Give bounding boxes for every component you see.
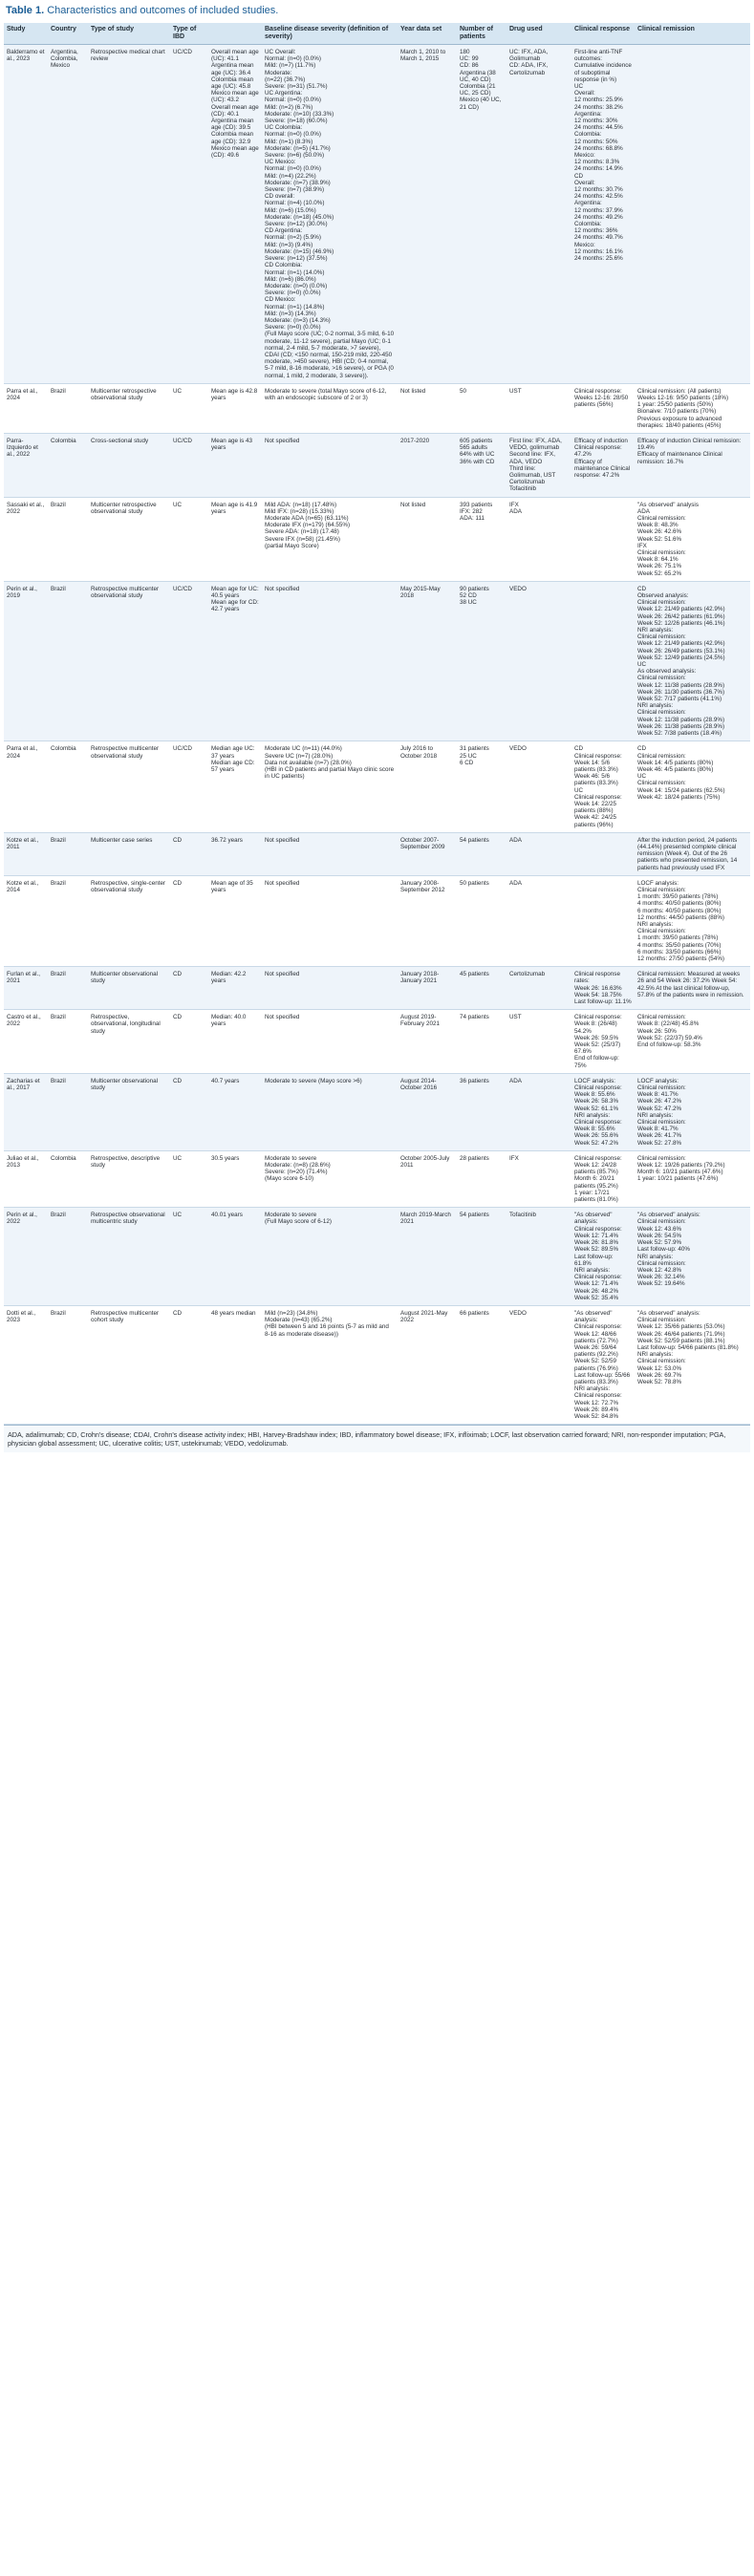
cell-remission: LOCF analysis: Clinical remission: 1 month: 39/50 patients (78%) 4 months: 40/50 patients (80%) 6 months: 40/50 patients (80%) 12 months: 44/50 patients (88%) NRI analysis: Clinical remission: 1 month: 39/50 patients (78%) 4 months: 35/50 patients (70%) 6 months: 33/50 patients (66%) 12 months: 27/50 patients (54%) [635,875,750,966]
cell-ibd: UC [170,1150,208,1207]
cell-study: Balderramo et al., 2023 [4,45,48,384]
cell-drug: UST [506,1010,571,1074]
cell-type: Retrospective multicenter observational study [88,581,170,741]
cell-drug: Tofacitinib [506,1208,571,1306]
cell-remission: "As observed" analysis: Clinical remission: Week 12: 43.6% Week 26: 54.5% Week 52: 57.9% Last follow-up: 40% NRI analysis: Clinical remission: Week 12: 42.8% Week 26: 32.14% Week 52: 19.64% [635,1208,750,1306]
cell-country: Argentina, Colombia, Mexico [48,45,88,384]
table-row [4,1010,750,1074]
cell-response: Clinical response: Weeks 12-16: 28/50 patients (56%) [571,383,635,433]
cell-study: Zacharias et al., 2017 [4,1073,48,1150]
cell-n: 31 patients 25 UC 6 CD [457,741,506,832]
cell-type: Multicenter retrospective observational study [88,383,170,433]
cell-year: May 2015-May 2018 [398,581,457,741]
cell-severity: Moderate to severe (Full Mayo score of 6-12) [262,1208,398,1306]
col-header-remission: Clinical remission [635,23,750,45]
cell-severity: Not specified [262,967,398,1010]
cell-study: Parra et al., 2024 [4,383,48,433]
cell-year: October 2007-September 2009 [398,832,457,875]
cell-country: Brazil [48,832,88,875]
cell-year: January 2018-January 2021 [398,967,457,1010]
col-header-country: Country [48,23,88,45]
cell-age: Median: 40.0 years [208,1010,262,1074]
cell-n: 50 [457,383,506,433]
cell-n: 74 patients [457,1010,506,1074]
cell-severity: Moderate to severe Moderate: (n=8) (28.6%) Severe: (n=20) (71.4%) (Mayo score 6-10) [262,1150,398,1207]
col-header-study: Study [4,23,48,45]
cell-age: 36.72 years [208,832,262,875]
cell-study: Dotti et al., 2023 [4,1305,48,1424]
cell-study: Furlan et al., 2021 [4,967,48,1010]
col-header-drug: Drug used [506,23,571,45]
cell-remission: Clinical remission: (All patients) Weeks 12-16: 9/50 patients (18%) 1 year: 25/50 patients (50%) Bionaive: 7/10 patients (70%) Previous exposure to advanced therapies: 18/40 patients (45%) [635,383,750,433]
cell-severity: Not specified [262,581,398,741]
cell-severity: Moderate to severe (Mayo score >6) [262,1073,398,1150]
cell-ibd: CD [170,967,208,1010]
cell-n: 66 patients [457,1305,506,1424]
cell-ibd: CD [170,1305,208,1424]
cell-response [571,832,635,875]
cell-n: 54 patients [457,832,506,875]
cell-severity: UC Overall: Normal: (n=0) (0.0%) Mild: (n=7) (11.7%) Moderate: (n=22) (36.7%) Severe: (n=31) (51.7%) UC Argentina: Normal: (n=0) (0.0%) Mild: (n=2) (6.7%) Moderate: (n=10) (33.3%) Severe: (n=18) (60.0%) UC Colombia: Normal: (n=0) (0.0%) Mild: (n=1) (8.3%) Moderate: (n=5) (41.7%) Severe: (n=6) (50.0%) UC Mexico: Normal: (n=0) (0.0%) Mild: (n=4) (22.2%) Moderate: (n=7) (38.9%) Severe: (n=7) (38.9%) CD overall: Normal: (n=4) (10.0%) Mild: (n=6) (15.0%) Moderate: (n=18) (45.0%) Severe: (n=12) (30.0%) CD Argentina: Normal: (n=2) (5.9%) Mild: (n=3) (9.4%) Moderate: (n=15) (46.9%) Severe: (n=12) (37.5%) CD Colombia: Normal: (n=1) (14.0%) Mild: (n=6) (86.0%) Moderate: (n=0) (0.0%) Severe: (n=0) (0.0%) CD Mexico: Normal: (n=1) (14.8%) Mild: (n=3) (14.3%) Moderate: (n=3) (14.3%) Severe: (n=0) (0.0%) (Full Mayo score (UC; 0-2 normal, 3-5 mild, 6-10 moderate, 11-12 severe), partial Mayo (UC; 0-1 normal, 2-4 mild, 5-7 moderate, >7 severe), CDAI (CD; <150 normal, 150-219 mild, 220-450 moderate, >450 severe), HBI (CD; 0-4 normal, 5-7 mild, 8-16 moderate, >16 severe), or PGA (0 normal, 1 mild, 2 moderate, 3 severe)). [262,45,398,384]
cell-type: Retrospective multicenter observational study [88,741,170,832]
cell-severity: Moderate UC (n=11) (44.0%) Severe UC (n=7) (28.0%) Data not available (n=7) (28.0%) (HBI in CD patients and partial Mayo clinic score in UC patients) [262,741,398,832]
cell-drug: Certolizumab [506,967,571,1010]
cell-year: July 2016 to October 2018 [398,741,457,832]
cell-remission: CD Clinical remission: Week 14: 4/5 patients (80%) Week 46: 4/5 patients (80%) UC Clinical remission: Week 14: 15/24 patients (62.5%) Week 42: 18/24 patients (75%) [635,741,750,832]
cell-type: Multicenter retrospective observational study [88,497,170,581]
cell-severity: Not specified [262,832,398,875]
cell-remission: Clinical remission: Week 8: (22/48) 45.8% Week 26: 50% Week 52: (22/37) 59.4% End of follow-up: 58.3% [635,1010,750,1074]
cell-country: Brazil [48,967,88,1010]
cell-type: Cross-sectional study [88,433,170,497]
cell-n: 36 patients [457,1073,506,1150]
cell-severity: Not specified [262,1010,398,1074]
cell-drug: VEDO [506,1305,571,1424]
table-row [4,1073,750,1150]
cell-country: Brazil [48,1010,88,1074]
cell-remission: Clinical remission: Measured at weeks 26 and 54 Week 26: 37.2% Week 54: 42.5% At the last clinical follow-up, 57.8% of the patients were in remission. [635,967,750,1010]
cell-year: October 2005-July 2011 [398,1150,457,1207]
cell-ibd: CD [170,875,208,966]
col-header-severity: Baseline disease severity (definition of severity) [262,23,398,45]
cell-drug: UST [506,383,571,433]
cell-year: August 2019-February 2021 [398,1010,457,1074]
cell-drug: First line: IFX, ADA, VEDO, golimumab Second line: IFX, ADA, VEDO Third line: Golimumab, UST Certolizumab Tofacitinib [506,433,571,497]
cell-ibd: UC/CD [170,45,208,384]
cell-response: CD Clinical response: Week 14: 5/6 patients (83.3%) Week 46: 5/6 patients (83.3%) UC Clinical response: Week 14: 22/25 patients (88%) Week 42: 24/25 patients (96%) [571,741,635,832]
cell-drug: ADA [506,1073,571,1150]
cell-country: Colombia [48,741,88,832]
cell-drug: UC: IFX, ADA, Golimumab CD: ADA, IFX, Certolizumab [506,45,571,384]
cell-n: 45 patients [457,967,506,1010]
cell-n: 605 patients 565 adults 64% with UC 36% with CD [457,433,506,497]
cell-type: Multicenter observational study [88,967,170,1010]
table-row [4,1305,750,1424]
cell-age: Median age UC: 37 years Median age CD: 57 years [208,741,262,832]
cell-remission: Efficacy of induction Clinical remission: 19.4% Efficacy of maintenance Clinical remission: 16.7% [635,433,750,497]
cell-response [571,581,635,741]
cell-ibd: UC [170,1208,208,1306]
cell-age: 40.7 years [208,1073,262,1150]
cell-type: Retrospective multicenter cohort study [88,1305,170,1424]
cell-age: Mean age for UC: 40.5 years Mean age for CD: 42.7 years [208,581,262,741]
cell-severity: Moderate to severe (total Mayo score of 6-12, with an endoscopic subscore of 2 or 3) [262,383,398,433]
cell-drug: ADA [506,875,571,966]
cell-year: January 2008-September 2012 [398,875,457,966]
table-row [4,383,750,433]
table-row [4,45,750,384]
table-caption [6,5,748,17]
cell-age: Mean age is 42.8 years [208,383,262,433]
table-header-row [4,23,750,45]
cell-year: March 1, 2010 to March 1, 2015 [398,45,457,384]
cell-ibd: CD [170,1010,208,1074]
cell-type: Multicenter observational study [88,1073,170,1150]
cell-ibd: UC [170,497,208,581]
cell-age: Median: 42.2 years [208,967,262,1010]
cell-study: Kotze et al., 2011 [4,832,48,875]
cell-drug: ADA [506,832,571,875]
cell-ibd: UC/CD [170,433,208,497]
cell-country: Brazil [48,383,88,433]
col-header-age [208,23,262,45]
cell-drug: VEDO [506,741,571,832]
table-row [4,1208,750,1306]
table-row [4,875,750,966]
cell-n: 54 patients [457,1208,506,1306]
cell-ibd: CD [170,1073,208,1150]
cell-country: Brazil [48,581,88,741]
cell-study: Perin et al., 2019 [4,581,48,741]
cell-remission: LOCF analysis: Clinical remission: Week 8: 41.7% Week 26: 47.2% Week 52: 47.2% NRI analysis: Clinical remission: Week 8: 41.7% Week 26: 41.7% Week 52: 27.8% [635,1073,750,1150]
cell-country: Colombia [48,1150,88,1207]
cell-response: "As observed" analysis: Clinical response: Week 12: 48/66 patients (72.7%) Week 26: 59/64 patients (92.2%) Week 52: 52/59 patients (76.9%) Last follow-up: 55/66 patients (83.3%) NRI analysis: Clinical response: Week 12: 72.7% Week 26: 89.4% Week 52: 84.8% [571,1305,635,1424]
cell-year: March 2019-March 2021 [398,1208,457,1306]
cell-age: Mean age is 43 years [208,433,262,497]
cell-response: LOCF analysis: Clinical response: Week 8: 55.6% Week 26: 58.3% Week 52: 61.1% NRI analysis: Clinical response: Week 8: 55.6% Week 26: 55.6% Week 52: 47.2% [571,1073,635,1150]
cell-response: Clinical response: Week 12: 24/28 patients (85.7%) Month 6: 20/21 patients (95.2%) 1 year: 17/21 patients (81.0%) [571,1150,635,1207]
table-row [4,1150,750,1207]
cell-country: Brazil [48,497,88,581]
col-header-ibd: Type of IBD [170,23,208,45]
cell-type: Multicenter case series [88,832,170,875]
table-row [4,581,750,741]
cell-n: 180 UC: 99 CD: 86 Argentina (38 UC, 40 CD) Colombia (21 UC, 25 CD) Mexico (40 UC, 21 CD) [457,45,506,384]
cell-age: 40.01 years [208,1208,262,1306]
table-row [4,741,750,832]
table-title: Characteristics and outcomes of included studies. [47,5,279,16]
cell-severity: Not specified [262,433,398,497]
cell-type: Retrospective medical chart review [88,45,170,384]
cell-country: Brazil [48,1208,88,1306]
table-row [4,832,750,875]
cell-study: Parra et al., 2024 [4,741,48,832]
table-body [4,45,750,1425]
cell-study: Sassaki et al., 2022 [4,497,48,581]
cell-study: Juliao et al., 2013 [4,1150,48,1207]
cell-response: Efficacy of induction Clinical response: 47.2% Efficacy of maintenance Clinical response: 47.2% [571,433,635,497]
col-header-response: Clinical response [571,23,635,45]
col-header-patients: Number of patients [457,23,506,45]
cell-n: 393 patients IFX: 282 ADA: 111 [457,497,506,581]
cell-remission: "As observed" analysis: Clinical remission: Week 12: 35/66 patients (53.0%) Week 26: 46/64 patients (71.9%) Week 52: 52/59 patients (88.1%) Last follow-up: 54/66 patients (81.8%) NRI analysis: Clinical remission: Week 12: 53.0% Week 26: 69.7% Week 52: 78.8% [635,1305,750,1424]
cell-age: Mean age of 35 years [208,875,262,966]
cell-age: Overall mean age (UC): 41.1 Argentina mean age (UC): 36.4 Colombia mean age (UC): 45.8 Mexico mean age (UC): 43.2 Overall mean age (CD): 40.1 Argentina mean age (CD): 39.5 Colombia mean age (CD): 32.9 Mexico mean age (CD): 49.6 [208,45,262,384]
cell-study: Kotze et al., 2014 [4,875,48,966]
cell-remission [635,45,750,384]
cell-response [571,875,635,966]
cell-country: Brazil [48,1073,88,1150]
studies-table [4,23,750,1425]
cell-remission: After the induction period, 24 patients (44.14%) presented complete clinical remission (Week 4). Out of the 26 patients who presented remission, 14 patients had previously used IFX [635,832,750,875]
cell-n: 28 patients [457,1150,506,1207]
cell-year: Not listed [398,383,457,433]
table-row [4,967,750,1010]
cell-year: August 2014-October 2016 [398,1073,457,1150]
cell-type: Retrospective, observational, longitudinal study [88,1010,170,1074]
cell-age: Mean age is 41.9 years [208,497,262,581]
cell-country: Colombia [48,433,88,497]
cell-response: Clinical response: Week 8: (26/48) 54.2% Week 26: 59.5% Week 52: (25/37) 67.6% End of follow-up: 75% [571,1010,635,1074]
cell-n: 90 patients 52 CD 38 UC [457,581,506,741]
cell-drug: IFX [506,1150,571,1207]
table-row [4,497,750,581]
cell-n: 50 patients [457,875,506,966]
cell-year: August 2021-May 2022 [398,1305,457,1424]
cell-ibd: UC/CD [170,581,208,741]
cell-type: Retrospective, single-center observational study [88,875,170,966]
table-row [4,433,750,497]
cell-study: Parra-Izquierdo et al., 2022 [4,433,48,497]
cell-ibd: UC [170,383,208,433]
cell-country: Brazil [48,875,88,966]
cell-study: Castro et al., 2022 [4,1010,48,1074]
cell-country: Brazil [48,1305,88,1424]
table-footnote: ADA, adalimumab; CD, Crohn's disease; CDAI, Crohn's disease activity index; HBI, Harvey-Bradshaw index; IBD, inflammatory bowel disease; IFX, infliximab; LOCF, last observation carried forward; NRI, non-responder imputation; PGA, physician global assessment; UC, ulcerative colitis; UST, ustekinumab; VEDO, vedolizumab. [4,1425,750,1452]
cell-type: Retrospective, descriptive study [88,1150,170,1207]
cell-response: First-line anti-TNF outcomes: Cumulative incidence of suboptimal response (in %) UC Overall: 12 months: 25.9% 24 months: 38.2% Argentina: 12 months: 30% 24 months: 44.5% Colombia: 12 months: 50% 24 months: 68.8% Mexico: 12 months: 8.3% 24 months: 14.9% CD Overall: 12 months: 30.7% 24 months: 42.5% Argentina: 12 months: 37.9% 24 months: 49.2% Colombia: 12 months: 36% 24 months: 49.7% Mexico: 12 months: 16.1% 24 months: 25.6% [571,45,635,384]
cell-severity: Not specified [262,875,398,966]
cell-year: 2017-2020 [398,433,457,497]
cell-severity: Mild ADA: (n=18) (17.48%) Mild IFX: (n=28) (15.33%) Moderate ADA (n=65) (63.11%) Moderate IFX (n=179) (64.55%) Severe ADA: (n=18) (17.48) Severe IFX (n=58) (21.45%) (partial Mayo Score) [262,497,398,581]
cell-type: Retrospective observational multicentric study [88,1208,170,1306]
cell-response: Clinical response rates: Week 26: 16.63% Week 54: 18.75% Last follow-up: 11.1% [571,967,635,1010]
cell-age: 48 years median [208,1305,262,1424]
col-header-year: Year data set [398,23,457,45]
cell-remission: Clinical remission: Week 12: 19/26 patients (79.2%) Month 6: 10/21 patients (47.6%) 1 year: 10/21 patients (47.6%) [635,1150,750,1207]
table-number: Table 1. [6,5,45,16]
cell-age: 30.5 years [208,1150,262,1207]
cell-remission: "As observed" analysis ADA Clinical remission: Week 8: 48.3% Week 26: 42.6% Week 52: 51.6% IFX Clinical remission: Week 8: 64.1% Week 26: 75.1% Week 52: 65.2% [635,497,750,581]
cell-drug: VEDO [506,581,571,741]
cell-response [571,497,635,581]
cell-severity: Mild (n=23) (34.8%) Moderate (n=43) (65.2%) (HBI between 5 and 16 points (5-7 as mild and 8-16 as moderate disease)) [262,1305,398,1424]
cell-response: "As observed" analysis: Clinical response: Week 12: 71.4% Week 26: 81.8% Week 52: 89.5% Last follow-up: 61.8% NRI analysis: Clinical response: Week 12: 71.4% Week 26: 48.2% Week 52: 35.4% [571,1208,635,1306]
col-header-type: Type of study [88,23,170,45]
cell-ibd: UC/CD [170,741,208,832]
cell-drug: IFX ADA [506,497,571,581]
cell-year: Not listed [398,497,457,581]
cell-study: Perin et al., 2022 [4,1208,48,1306]
cell-remission: CD Observed analysis: Clinical remission: Week 12: 21/49 patients (42.9%) Week 26: 26/42 patients (61.9%) Week 52: 12/26 patients (46.1%) NRI analysis: Clinical remission: Week 12: 21/49 patients (42.9%) Week 26: 26/49 patients (53.1%) Week 52: 12/49 patients (24.5%) UC As observed analysis: Clinical remission: Week 12: 11/38 patients (28.9%) Week 26: 11/30 patients (36.7%) Week 52: 7/17 patients (41.1%) NRI analysis: Clinical remission: Week 12: 11/38 patients (28.9%) Week 26: 11/38 patients (28.9%) Week 52: 7/38 patients (18.4%) [635,581,750,741]
cell-ibd: CD [170,832,208,875]
